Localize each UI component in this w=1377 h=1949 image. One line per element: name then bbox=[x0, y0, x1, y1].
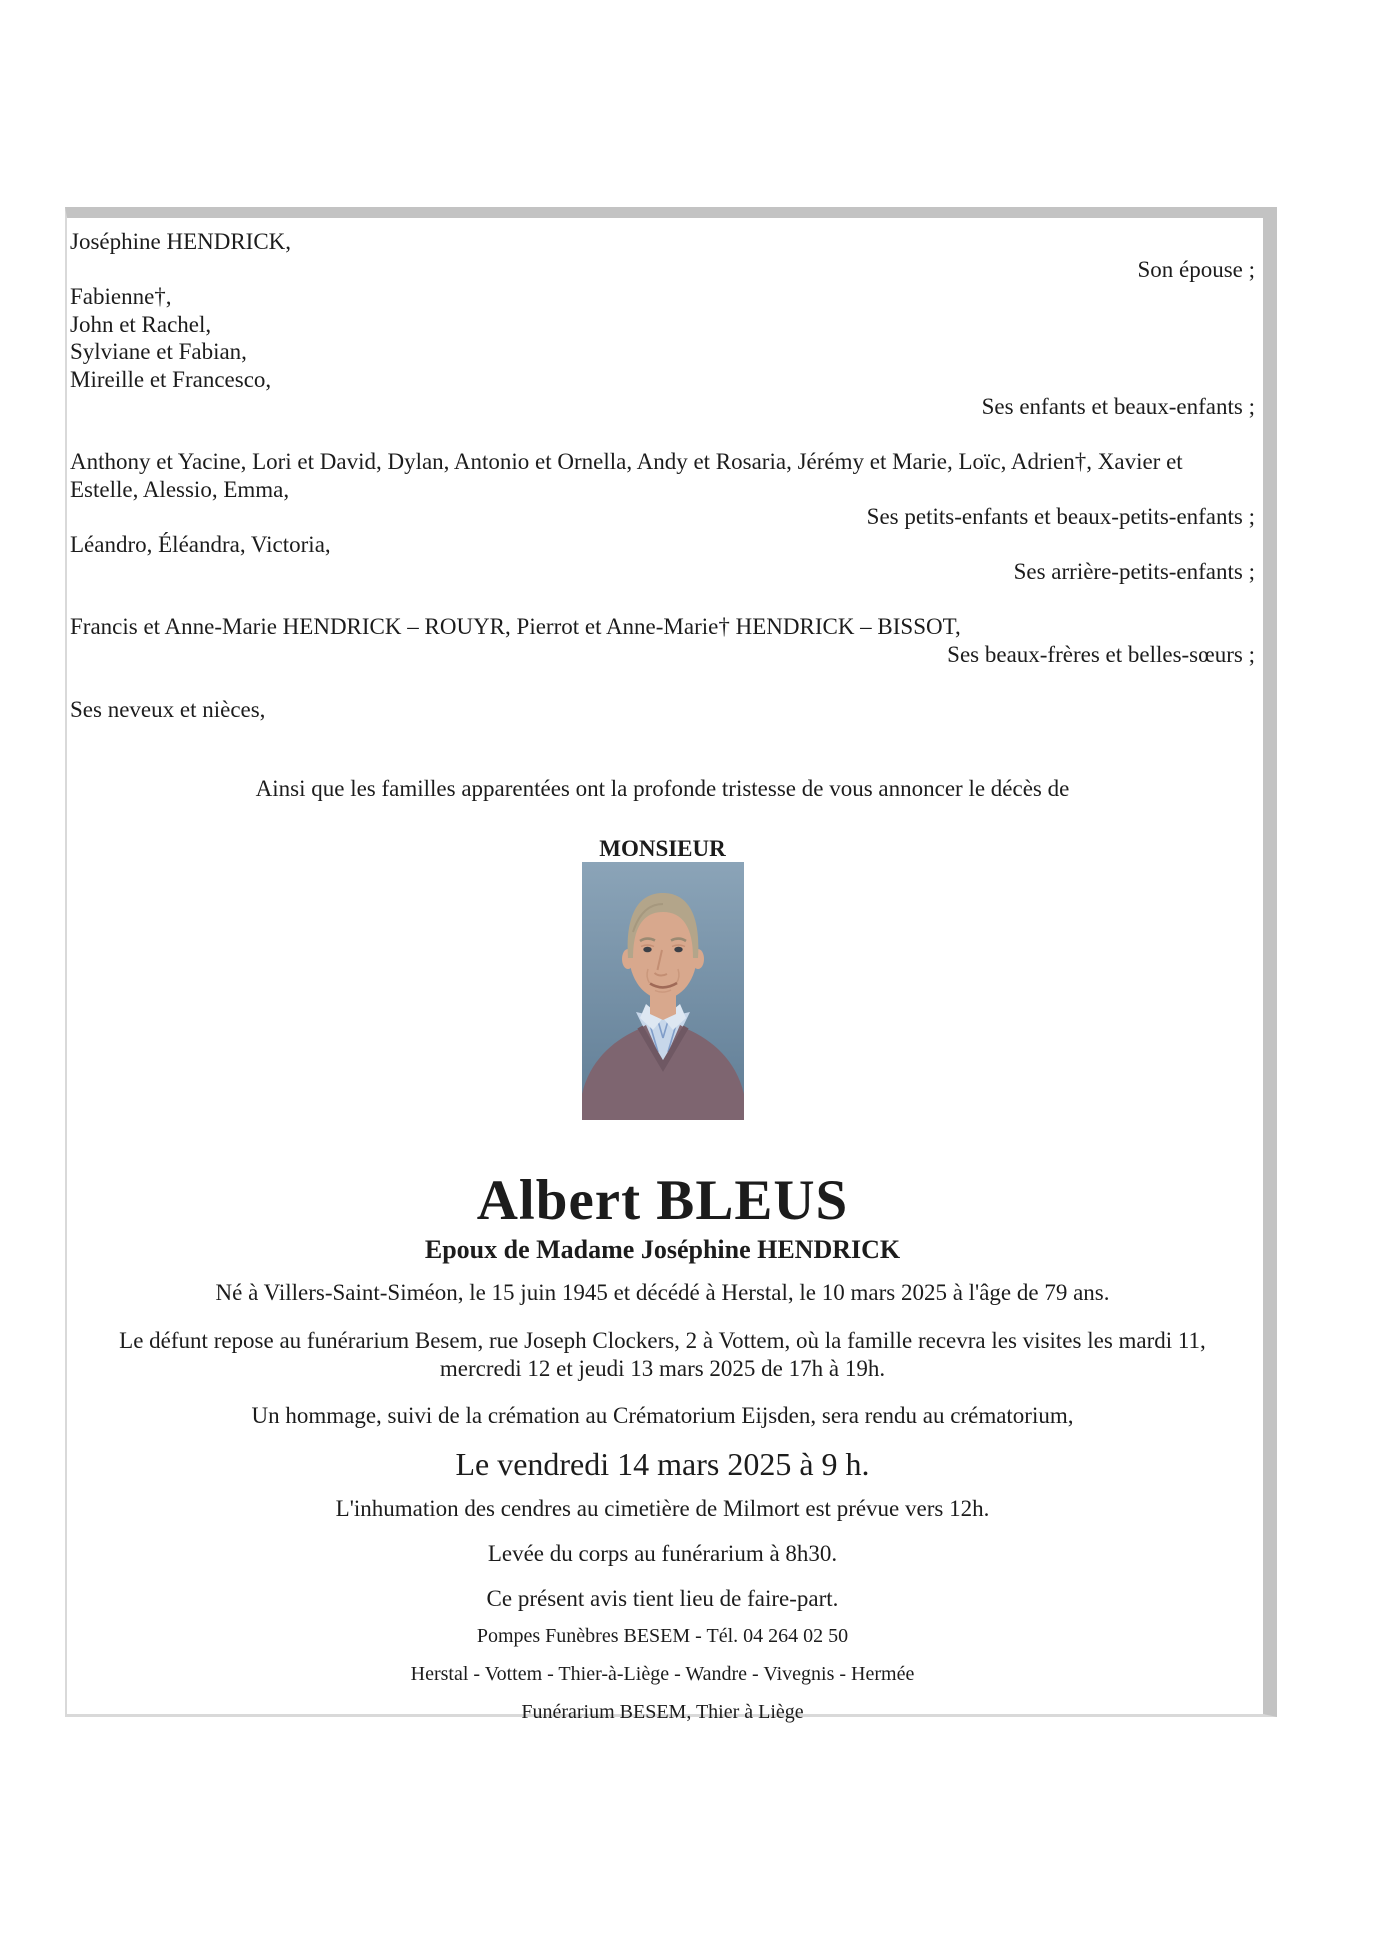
deceased-photo bbox=[582, 862, 744, 1120]
funerarium-location: Funérarium BESEM, Thier à Liège bbox=[521, 1701, 804, 1723]
life-dates: Né à Villers-Saint-Siméon, le 15 juin 1945 et décédé à Herstal, le 10 mars 2025 à l'âge de 79 ans. bbox=[215, 1280, 1110, 1305]
family-line: John et Rachel, bbox=[70, 311, 212, 337]
inhumation-info: L'inhumation des cendres au cimetière de Milmort est prévue vers 12h. bbox=[335, 1496, 990, 1521]
deceased-portrait-graphic bbox=[582, 862, 744, 1120]
family-line: Ses neveux et nièces, bbox=[70, 696, 266, 722]
avis-info: Ce présent avis tient lieu de faire-part. bbox=[486, 1586, 839, 1611]
family-line: Ses arrière-petits-enfants ; bbox=[1013, 559, 1255, 584]
announcement-block bbox=[70, 775, 1255, 1724]
family-line: Sylviane et Fabian, bbox=[70, 339, 247, 364]
family-line: Fabienne†, bbox=[70, 284, 172, 309]
announcement-intro: Ainsi que les familles apparentées ont la profonde tristesse de vous annoncer le décès de bbox=[255, 776, 1070, 801]
family-line: Mireille et Francesco, bbox=[70, 366, 272, 392]
family-line: Ses beaux-frères et belles-sœurs ; bbox=[947, 641, 1255, 667]
ceremony-date: Le vendredi 14 mars 2025 à 9 h. bbox=[455, 1446, 870, 1482]
levee-info: Levée du corps au funérarium à 8h30. bbox=[487, 1541, 838, 1566]
hommage-info: Un hommage, suivi de la crémation au Crématorium Eijsden, sera rendu au crématorium, bbox=[251, 1403, 1074, 1428]
funeral-home-localities: Herstal - Vottem - Thier-à-Liège - Wandre - Vivegnis - Hermée bbox=[410, 1663, 915, 1685]
family-line: Anthony et Yacine, Lori et David, Dylan, Antonio et Ornella, Andy et Rosaria, Jérémy et Marie, Loïc, Adrien†, Xavier et Estelle, Alessio, Emma, bbox=[70, 449, 1183, 502]
family-line: Ses petits-enfants et beaux-petits-enfants ; bbox=[866, 504, 1255, 529]
death-notice-sheet bbox=[65, 207, 1277, 1723]
deceased-name: Albert BLEUS bbox=[476, 1169, 849, 1232]
family-line: Ses enfants et beaux-enfants ; bbox=[981, 394, 1255, 419]
funeral-home-contact: Pompes Funèbres BESEM - Tél. 04 264 02 50 bbox=[476, 1625, 849, 1647]
deceased-relation: Epoux de Madame Joséphine HENDRICK bbox=[424, 1235, 901, 1264]
monsieur-title: MONSIEUR bbox=[599, 835, 726, 861]
family-line: Francis et Anne-Marie HENDRICK – ROUYR, Pierrot et Anne-Marie† HENDRICK – BISSOT, bbox=[70, 614, 961, 639]
family-lines-block bbox=[70, 228, 1255, 723]
family-line: Joséphine HENDRICK, bbox=[70, 229, 292, 254]
family-line: Son épouse ; bbox=[1137, 256, 1255, 282]
repose-info: Le défunt repose au funérarium Besem, rue Joseph Clockers, 2 à Vottem, où la famille recevra les visites les mardi 11, mercredi 12 et jeudi 13 mars 2025 de 17h à 19h. bbox=[119, 1328, 1206, 1381]
family-line: Léandro, Éléandra, Victoria, bbox=[70, 531, 331, 557]
